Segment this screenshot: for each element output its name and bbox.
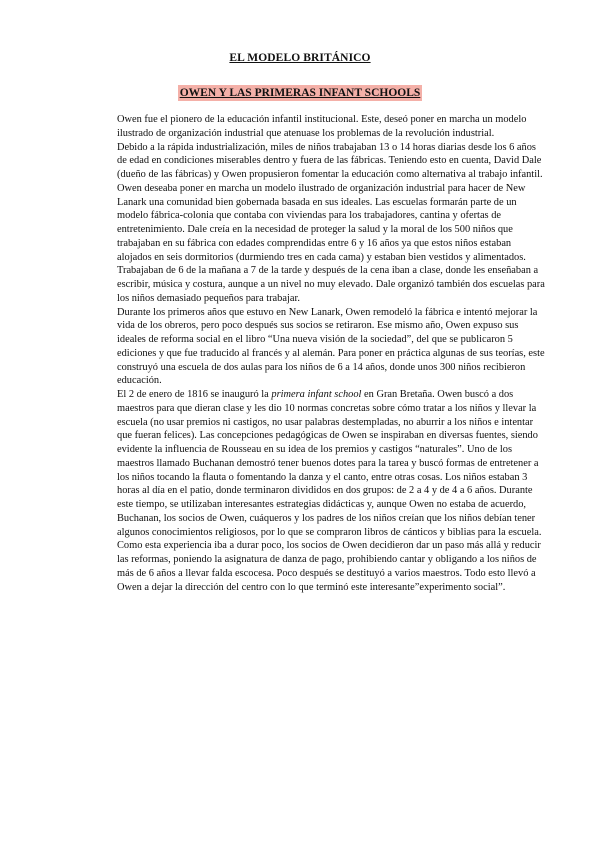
paragraph-5: Como esta experiencia iba a durar poco, los socios de Owen decidieron dar un paso más allá y reducir las reformas, poniendo la asignatura de danza de pago, prohibiendo cantar y obligando a los niños de más de 6 años a llevar falda escocesa. Poco después se destituyó a varios maestros. Todo esto llevó a Owen a dejar la dirección del centro con lo que terminó este interesante”experimento social”. (117, 540, 541, 593)
paragraph-1: Owen fue el pionero de la educación infantil institucional. Este, deseó poner en marcha un modelo ilustrado de organización industrial que atenuase los problemas de la revolución industrial. (117, 114, 527, 139)
paragraph-4-intro: El 2 de enero de 1816 se inauguró la (117, 389, 272, 400)
paragraph-4-rest: en Gran Bretaña. Owen buscó a dos maestros para que dieran clase y les dio 10 normas concretas sobre cómo tratar a los niños y llevar la escuela (no usar premios ni castigos, no usar palabras destempladas, no aburrir a los niños e intentar que fueran felices). Las concepciones pedagógicas de Owen se inspiraban en diversas fuentes, siendo evidente la influencia de Rousseau en su idea de los premios y castigos “naturales”. Uno de los maestros llamado Buchanan demostró tener buenos dotes para la tarea y buscó formas de entretener a los niños tocando la flauta o fomentando la danza y el canto, entre otras cosas. Los niños estaban 3 horas al día en el patio, donde terminaron divididos en dos grupos: de 2 a 4 y de 4 a 6 años. Durante este tiempo, se utilizaban interesantes estrategias didácticas y, aunque Owen no estaba de acuerdo, Buchanan, los socios de Owen, cuáqueros y los padres de los niños creían que los niños debían tener algunos conocimientos religiosos, por lo que se compraron libros de cánticos y biblias para la escuela. (117, 389, 542, 538)
paragraph-4-emphasis: primera infant school (271, 389, 362, 400)
document-title: EL MODELO BRITÁNICO (229, 52, 371, 64)
document-body (117, 113, 547, 594)
paragraph-3: Durante los primeros años que estuvo en New Lanark, Owen remodeló la fábrica e intentó mejorar la vida de los obreros, pero poco después sus socios se retiraron. Ese mismo año, Owen expuso sus ideales de reforma social en el libro “Una nueva visión de la sociedad”, del que se publicaron 5 ediciones y que fue traducido al francés y al alemán. Para poner en práctica algunas de sus teorías, este construyó una escuela de dos aulas para los niños de 6 a 14 años, donde unos 300 niños recibieron educación. (117, 306, 545, 387)
document-subtitle: OWEN Y LAS PRIMERAS INFANT SCHOOLS (179, 87, 421, 99)
paragraph-4 (117, 388, 547, 539)
paragraph-2: Debido a la rápida industrialización, miles de niños trabajaban 13 o 14 horas diarias desde los 6 años de edad en condiciones miserables dentro y fuera de las fábricas. Teniendo esto en cuenta, David Dale (dueño de las fábricas) y Owen propusieron fomentar la educación como alternativa al trabajo infantil. Owen deseaba poner en marcha un modelo ilustrado de organización industrial para hacer de New Lanark una comunidad bien gobernada basada en sus ideales. Las escuelas formarán parte de un modelo fábrica-colonia que contaba con viviendas para los trabajadores, cantina y ofertas de entretenimiento. Dale creía en la necesidad de proteger la salud y la moral de los 500 niños que trabajaban en su fábrica con edades comprendidas entre 6 y 16 años ya que estos niños estaban alojados en seis dormitorios (durmiendo tres en cada cama) y estaban bien vestidos y alimentados. Trabajaban de 6 de la mañana a 7 de la tarde y después de la cena iban a clase, donde les enseñaban a escribir, música y costura, aunque a un nivel no muy elevado. Dale organizó también dos escuelas para los niños demasiado pequeños para trabajar. (117, 141, 545, 304)
subtitle-container (0, 83, 600, 101)
